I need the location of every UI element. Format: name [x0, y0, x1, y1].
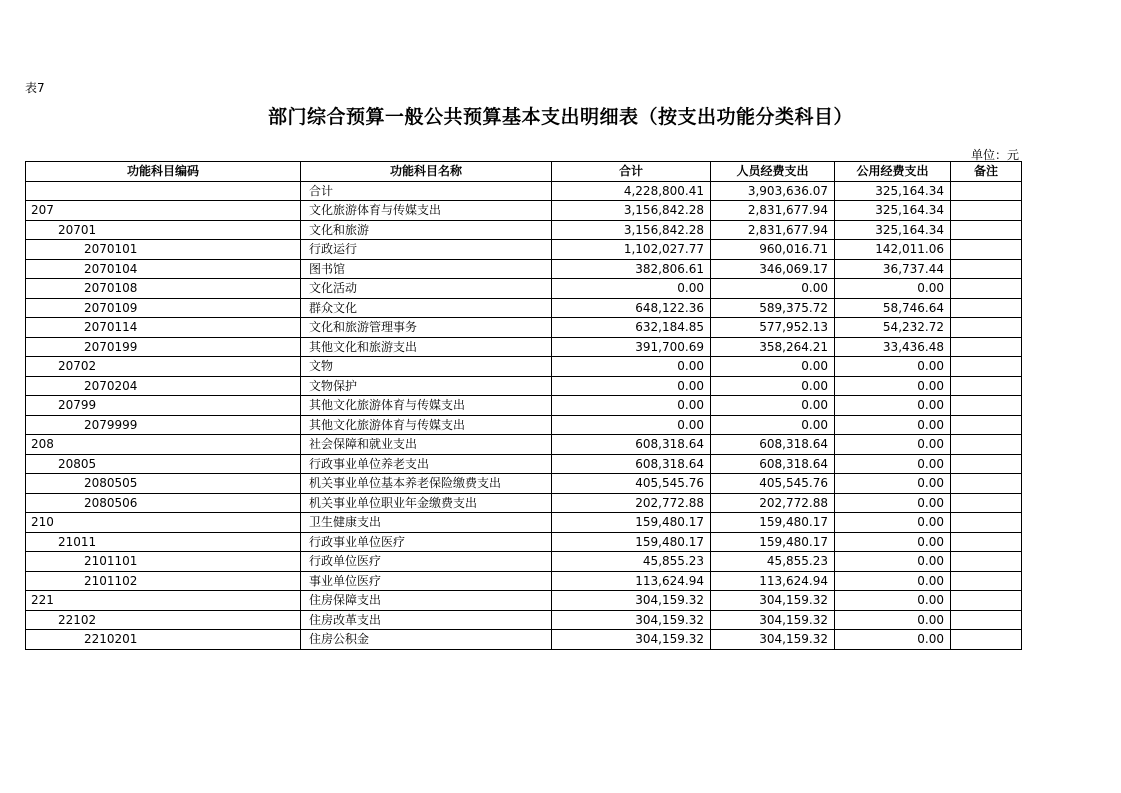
cell-code: 2101102 [26, 571, 301, 591]
cell-personnel: 202,772.88 [711, 493, 835, 513]
cell-name: 文化活动 [301, 279, 552, 299]
cell-public: 325,164.34 [835, 181, 951, 201]
cell-total: 632,184.85 [552, 318, 711, 338]
cell-public: 0.00 [835, 630, 951, 650]
cell-name: 合计 [301, 181, 552, 201]
cell-total: 0.00 [552, 415, 711, 435]
cell-note [951, 474, 1022, 494]
cell-public: 325,164.34 [835, 201, 951, 221]
header-name: 功能科目名称 [301, 162, 552, 182]
cell-note [951, 493, 1022, 513]
cell-total: 0.00 [552, 396, 711, 416]
cell-code: 208 [26, 435, 301, 455]
table-row [26, 201, 1022, 221]
table-row [26, 181, 1022, 201]
cell-name: 住房保障支出 [301, 591, 552, 611]
cell-public: 0.00 [835, 415, 951, 435]
cell-name: 文物保护 [301, 376, 552, 396]
cell-total: 159,480.17 [552, 513, 711, 533]
cell-name: 机关事业单位基本养老保险缴费支出 [301, 474, 552, 494]
cell-name: 住房公积金 [301, 630, 552, 650]
cell-name: 图书馆 [301, 259, 552, 279]
cell-name: 行政运行 [301, 240, 552, 260]
cell-code: 2070109 [26, 298, 301, 318]
cell-note [951, 454, 1022, 474]
cell-code: 2070204 [26, 376, 301, 396]
cell-public: 54,232.72 [835, 318, 951, 338]
header-note: 备注 [951, 162, 1022, 182]
table-row [26, 552, 1022, 572]
cell-note [951, 435, 1022, 455]
budget-table [25, 161, 1022, 650]
header-total: 合计 [552, 162, 711, 182]
cell-name: 群众文化 [301, 298, 552, 318]
cell-personnel: 45,855.23 [711, 552, 835, 572]
cell-code: 2080506 [26, 493, 301, 513]
header-personnel: 人员经费支出 [711, 162, 835, 182]
table-row [26, 298, 1022, 318]
cell-total: 304,159.32 [552, 591, 711, 611]
cell-personnel: 608,318.64 [711, 454, 835, 474]
cell-code: 20702 [26, 357, 301, 377]
table-row [26, 337, 1022, 357]
cell-total: 159,480.17 [552, 532, 711, 552]
cell-personnel: 304,159.32 [711, 591, 835, 611]
cell-name: 行政事业单位医疗 [301, 532, 552, 552]
cell-code: 20799 [26, 396, 301, 416]
cell-code: 2070104 [26, 259, 301, 279]
cell-note [951, 591, 1022, 611]
table-row [26, 513, 1022, 533]
table-row [26, 610, 1022, 630]
cell-public: 58,746.64 [835, 298, 951, 318]
page-title: 部门综合预算一般公共预算基本支出明细表（按支出功能分类科目） [267, 106, 853, 128]
cell-note [951, 552, 1022, 572]
cell-personnel: 3,903,636.07 [711, 181, 835, 201]
table-row [26, 220, 1022, 240]
cell-note [951, 513, 1022, 533]
cell-personnel: 608,318.64 [711, 435, 835, 455]
unit-label: 单位：元 [970, 148, 1019, 162]
cell-public: 33,436.48 [835, 337, 951, 357]
cell-public: 0.00 [835, 454, 951, 474]
cell-total: 3,156,842.28 [552, 201, 711, 221]
cell-note [951, 532, 1022, 552]
cell-total: 0.00 [552, 357, 711, 377]
cell-name: 行政单位医疗 [301, 552, 552, 572]
cell-public: 0.00 [835, 493, 951, 513]
cell-personnel: 2,831,677.94 [711, 201, 835, 221]
table-row [26, 396, 1022, 416]
cell-note [951, 259, 1022, 279]
cell-public: 0.00 [835, 532, 951, 552]
cell-code [26, 181, 301, 201]
cell-public: 0.00 [835, 396, 951, 416]
cell-public: 36,737.44 [835, 259, 951, 279]
cell-personnel: 0.00 [711, 376, 835, 396]
table-row [26, 454, 1022, 474]
cell-code: 21011 [26, 532, 301, 552]
cell-personnel: 358,264.21 [711, 337, 835, 357]
cell-name: 其他文化旅游体育与传媒支出 [301, 396, 552, 416]
table-row [26, 240, 1022, 260]
cell-code: 20701 [26, 220, 301, 240]
cell-personnel: 0.00 [711, 415, 835, 435]
cell-public: 0.00 [835, 513, 951, 533]
cell-total: 0.00 [552, 376, 711, 396]
table-row [26, 532, 1022, 552]
cell-note [951, 376, 1022, 396]
cell-total: 45,855.23 [552, 552, 711, 572]
cell-public: 0.00 [835, 474, 951, 494]
cell-note [951, 220, 1022, 240]
cell-name: 事业单位医疗 [301, 571, 552, 591]
cell-public: 0.00 [835, 357, 951, 377]
cell-note [951, 610, 1022, 630]
cell-personnel: 0.00 [711, 357, 835, 377]
cell-code: 2080505 [26, 474, 301, 494]
table-header-row [26, 162, 1022, 182]
cell-code: 221 [26, 591, 301, 611]
header-public: 公用经费支出 [835, 162, 951, 182]
cell-total: 113,624.94 [552, 571, 711, 591]
cell-public: 142,011.06 [835, 240, 951, 260]
cell-code: 22102 [26, 610, 301, 630]
cell-public: 325,164.34 [835, 220, 951, 240]
cell-personnel: 2,831,677.94 [711, 220, 835, 240]
cell-code: 207 [26, 201, 301, 221]
cell-total: 4,228,800.41 [552, 181, 711, 201]
cell-code: 2210201 [26, 630, 301, 650]
cell-note [951, 571, 1022, 591]
cell-public: 0.00 [835, 376, 951, 396]
cell-note [951, 298, 1022, 318]
cell-note [951, 181, 1022, 201]
cell-total: 648,122.36 [552, 298, 711, 318]
table-row [26, 415, 1022, 435]
cell-code: 2070101 [26, 240, 301, 260]
cell-name: 机关事业单位职业年金缴费支出 [301, 493, 552, 513]
cell-total: 304,159.32 [552, 610, 711, 630]
cell-code: 2070108 [26, 279, 301, 299]
cell-name: 文化和旅游 [301, 220, 552, 240]
table-row [26, 357, 1022, 377]
table-row [26, 259, 1022, 279]
cell-total: 608,318.64 [552, 454, 711, 474]
cell-personnel: 589,375.72 [711, 298, 835, 318]
cell-name: 文化旅游体育与传媒支出 [301, 201, 552, 221]
table-row [26, 318, 1022, 338]
header-code: 功能科目编码 [26, 162, 301, 182]
cell-code: 20805 [26, 454, 301, 474]
cell-name: 文化和旅游管理事务 [301, 318, 552, 338]
cell-total: 1,102,027.77 [552, 240, 711, 260]
cell-personnel: 0.00 [711, 279, 835, 299]
cell-code: 210 [26, 513, 301, 533]
cell-personnel: 577,952.13 [711, 318, 835, 338]
cell-personnel: 0.00 [711, 396, 835, 416]
cell-personnel: 159,480.17 [711, 513, 835, 533]
cell-public: 0.00 [835, 610, 951, 630]
cell-note [951, 396, 1022, 416]
cell-note [951, 318, 1022, 338]
table-row [26, 571, 1022, 591]
cell-name: 其他文化旅游体育与传媒支出 [301, 415, 552, 435]
table-row [26, 630, 1022, 650]
cell-total: 405,545.76 [552, 474, 711, 494]
cell-note [951, 337, 1022, 357]
cell-personnel: 346,069.17 [711, 259, 835, 279]
cell-personnel: 405,545.76 [711, 474, 835, 494]
cell-personnel: 304,159.32 [711, 630, 835, 650]
cell-total: 608,318.64 [552, 435, 711, 455]
cell-note [951, 279, 1022, 299]
cell-total: 391,700.69 [552, 337, 711, 357]
table-row [26, 435, 1022, 455]
cell-public: 0.00 [835, 591, 951, 611]
cell-total: 382,806.61 [552, 259, 711, 279]
cell-name: 社会保障和就业支出 [301, 435, 552, 455]
cell-name: 住房改革支出 [301, 610, 552, 630]
cell-note [951, 201, 1022, 221]
cell-name: 其他文化和旅游支出 [301, 337, 552, 357]
cell-personnel: 113,624.94 [711, 571, 835, 591]
cell-public: 0.00 [835, 571, 951, 591]
table-row [26, 279, 1022, 299]
cell-code: 2070199 [26, 337, 301, 357]
cell-name: 文物 [301, 357, 552, 377]
cell-public: 0.00 [835, 435, 951, 455]
cell-personnel: 304,159.32 [711, 610, 835, 630]
table-row [26, 493, 1022, 513]
cell-total: 0.00 [552, 279, 711, 299]
cell-public: 0.00 [835, 279, 951, 299]
cell-note [951, 415, 1022, 435]
cell-total: 304,159.32 [552, 630, 711, 650]
cell-personnel: 960,016.71 [711, 240, 835, 260]
cell-code: 2101101 [26, 552, 301, 572]
table-row [26, 474, 1022, 494]
cell-name: 卫生健康支出 [301, 513, 552, 533]
cell-note [951, 240, 1022, 260]
table-number: 表7 [25, 81, 45, 95]
table-row [26, 376, 1022, 396]
cell-code: 2070114 [26, 318, 301, 338]
cell-code: 2079999 [26, 415, 301, 435]
table-row [26, 591, 1022, 611]
cell-total: 202,772.88 [552, 493, 711, 513]
cell-name: 行政事业单位养老支出 [301, 454, 552, 474]
cell-total: 3,156,842.28 [552, 220, 711, 240]
cell-note [951, 630, 1022, 650]
cell-personnel: 159,480.17 [711, 532, 835, 552]
cell-note [951, 357, 1022, 377]
cell-public: 0.00 [835, 552, 951, 572]
